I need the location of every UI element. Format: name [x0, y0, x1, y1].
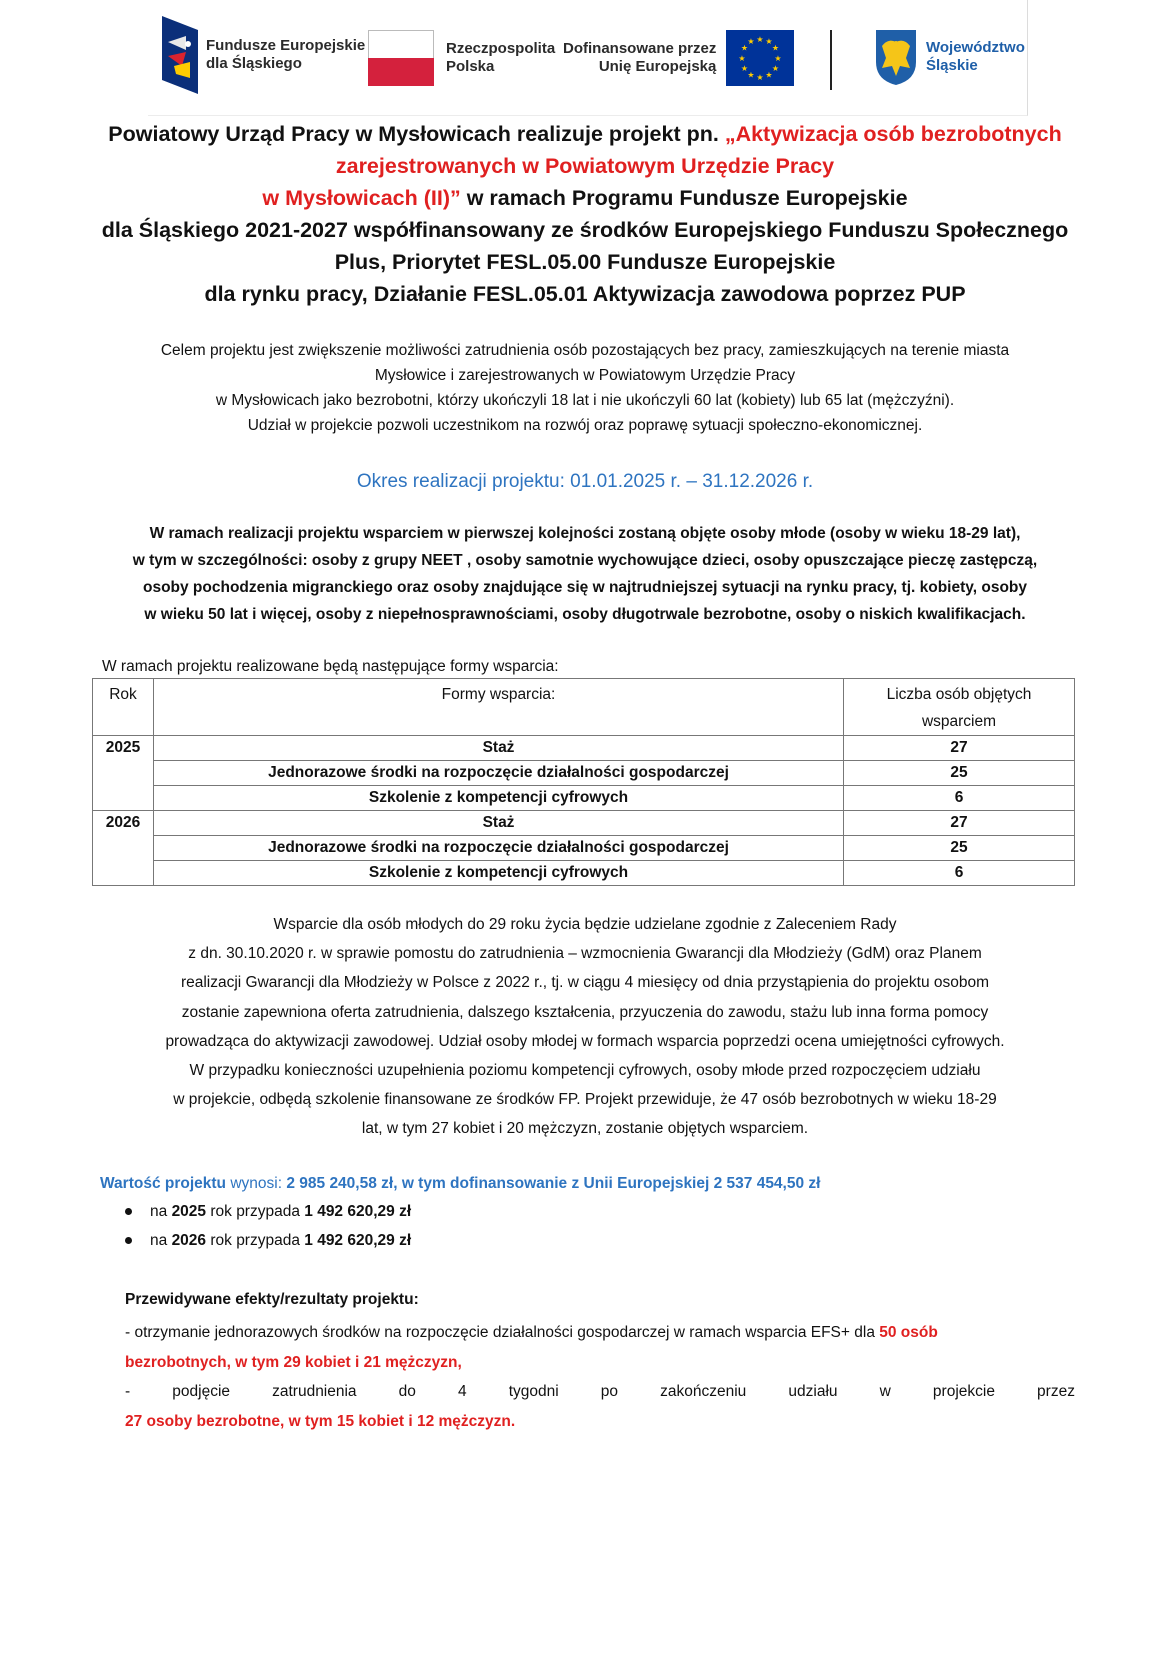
logo-separator — [830, 30, 832, 90]
fe-logo-line2: dla Śląskiego — [206, 55, 302, 72]
youth-line6: W przypadku konieczności uzupełnienia poziomu kompetencji cyfrowych, osoby młode przed rozpoczęciem udziału — [189, 1062, 981, 1080]
svg-text:★: ★ — [772, 64, 780, 73]
table-row — [93, 836, 1075, 861]
svg-text:★: ★ — [765, 70, 773, 80]
form-cell: Jednorazowe środki na rozpoczęcie działalności gospodarczej — [154, 761, 844, 786]
page-title — [95, 118, 1075, 310]
intro-line1: Celem projektu jest zwiększenie możliwości zatrudnienia osób pozostających bez pracy, zamieszkujących na terenie miasta — [160, 342, 1010, 359]
youth-line4: zostanie zapewniona oferta zatrudnienia, dalszego kształcenia, przyuczenia do zawodu, stażu lub inna forma pomocy — [181, 1003, 989, 1021]
count-cell: 6 — [844, 861, 1075, 886]
svg-text:★: ★ — [765, 37, 773, 46]
project-name-part2: w Mysłowicach (II)” — [262, 186, 461, 210]
title-line6: dla rynku pracy, Działanie FESL.05.01 Aktywizacja zawodowa poprzez PUP — [204, 282, 966, 306]
intro-line2: Mysłowice i zarejestrowanych w Powiatowym Urzędzie Pracy — [374, 367, 796, 384]
fe-logo-line1: Fundusze Europejskie — [206, 37, 366, 54]
effect1-text: - otrzymanie jednorazowych środków na rozpoczęcie działalności gospodarczej w ramach wsparcia EFS+ dla — [125, 1324, 880, 1341]
effect-item-2-result — [125, 1407, 1075, 1437]
priority-line3: osoby pochodzenia migranckiego oraz osoby znajdujące się w najtrudniejszej sytuacji na rynku pracy, tj. kobiety, osoby — [142, 579, 1027, 596]
amount-middle: rok przypada — [206, 1203, 305, 1220]
amount-year: 2025 — [171, 1203, 207, 1220]
effect-item-1 — [125, 1318, 1075, 1377]
yearly-amounts-list — [100, 1197, 411, 1255]
title-program: w ramach Programu Fundusze Europejskie — [460, 186, 908, 210]
priority-line4: w wieku 50 lat i więcej, osoby z niepełnosprawnościami, osoby długotrwale bezrobotne, osoby o niskich kwalifikacjach. — [144, 606, 1026, 623]
rp-logo-line1: Rzeczpospolita — [446, 40, 556, 57]
effect-item-2 — [125, 1377, 1075, 1407]
form-cell: Jednorazowe środki na rozpoczęcie działalności gospodarczej — [154, 836, 844, 861]
header-count: Liczba osób objętych wsparciem — [844, 679, 1075, 736]
youth-line5: prowadząca do aktywizacji zawodowej. Udział osoby młodej w formach wsparcia poprzedzi ocena umiejętności cyfrowych. — [165, 1032, 1005, 1050]
svg-text:★: ★ — [741, 43, 749, 53]
form-cell: Staż — [154, 811, 844, 836]
title-line4: dla Śląskiego 2021-2027 współfinansowany ze środków Europejskiego Funduszu Społecznego — [101, 218, 1069, 242]
table-row — [93, 736, 1075, 761]
project-value — [100, 1175, 820, 1193]
svg-text:★: ★ — [772, 43, 780, 53]
effect2-red: 27 osoby bezrobotne, w tym 15 kobiet i 12 mężczyzn. — [125, 1412, 516, 1430]
support-forms-table — [92, 678, 1075, 886]
priority-line1: W ramach realizacji projektu wsparciem w pierwszej kolejności zostaną objęte osoby młode (osoby w wieku 18-29 lat), — [149, 525, 1021, 542]
wojewodztwo-slaskie-logo — [874, 28, 1025, 86]
form-cell: Szkolenie z kompetencji cyfrowych — [154, 786, 844, 811]
eu-flag-icon — [726, 30, 794, 86]
svg-text:★: ★ — [747, 37, 755, 46]
svg-text:★: ★ — [774, 54, 782, 63]
amount-year: 2026 — [171, 1232, 207, 1249]
ue-logo-line1: Dofinansowane przez — [563, 40, 717, 57]
svg-text:★: ★ — [738, 54, 746, 63]
title-intro: Powiatowy Urząd Pracy w Mysłowicach realizuje projekt pn. — [108, 122, 725, 146]
effect2-word: po — [600, 1383, 619, 1400]
effect2-word: zakończeniu — [660, 1383, 747, 1400]
youth-line8: lat, w tym 27 kobiet i 20 mężczyzn, zostanie objętych wsparciem. — [361, 1120, 809, 1138]
count-cell: 6 — [844, 786, 1075, 811]
youth-line3: realizacji Gwarancji dla Młodzieży w Polsce z 2022 r., tj. w ciągu 4 miesięcy od dnia przystąpienia do projektu osobom — [180, 974, 990, 992]
table-row — [93, 861, 1075, 886]
eu-cofinanced-logo — [563, 30, 794, 86]
effect2-word: przez — [1037, 1383, 1075, 1400]
list-item — [150, 1226, 411, 1255]
header-form: Formy wsparcia: — [154, 679, 844, 736]
ue-logo-line2: Unię Europejską — [598, 58, 717, 75]
form-cell: Staż — [154, 736, 844, 761]
effect2-word: zatrudnienia — [272, 1383, 357, 1400]
svg-text:★: ★ — [756, 35, 764, 44]
effect2-word: do — [398, 1383, 416, 1400]
count-cell: 25 — [844, 836, 1075, 861]
fe-emblem-icon — [162, 16, 198, 94]
year-cell: 2025 — [93, 736, 154, 811]
youth-line2: z dn. 30.10.2020 r. w sprawie pomostu do zatrudnienia – wzmocnienia Gwarancji dla Młodzieży (GdM) oraz Planem — [188, 945, 982, 963]
table-row — [93, 761, 1075, 786]
silesia-eagle-icon — [874, 28, 918, 86]
effects-list — [125, 1318, 1075, 1436]
year-cell: 2026 — [93, 811, 154, 886]
rp-logo-line2: Polska — [446, 58, 495, 75]
priority-line2: w tym w szczególności: osoby z grupy NEET , osoby samotnie wychowujące dzieci, osoby opuszczające pieczę zastępczą, — [132, 552, 1038, 569]
amount-prefix: na — [150, 1232, 172, 1249]
ws-logo-line2: Śląskie — [926, 57, 978, 74]
svg-text:★: ★ — [756, 73, 764, 82]
header-year: Rok — [93, 679, 154, 736]
list-item — [150, 1197, 411, 1226]
intro-line3: w Mysłowicach jako bezrobotni, którzy ukończyli 18 lat i nie ukończyli 60 lat (kobiety) lub 65 lat (mężczyźni). — [215, 392, 955, 409]
amount-middle: rok przypada — [206, 1232, 305, 1249]
effect2-word: w — [879, 1383, 891, 1400]
youth-guarantee-paragraph — [90, 910, 1080, 1144]
youth-line7: w projekcie, odbędą szkolenie finansowane ze środków FP. Projekt przewiduje, że 47 osób bezrobotnych w wieku 18-29 — [173, 1091, 997, 1109]
value-amount: 2 985 240,58 zł, w tym dofinansowanie z Unii Europejskiej 2 537 454,50 zł — [286, 1175, 821, 1192]
fundusze-europejskie-logo — [162, 16, 365, 94]
polish-flag-icon — [368, 30, 434, 86]
effect1-red-a: 50 osób — [879, 1324, 938, 1341]
youth-line1: Wsparcie dla osób młodych do 29 roku życia będzie udzielane zgodnie z Zaleceniem Rady — [273, 916, 897, 933]
ws-logo-line1: Województwo — [926, 39, 1025, 56]
form-cell: Szkolenie z kompetencji cyfrowych — [154, 861, 844, 886]
table-header-row — [93, 679, 1075, 736]
count-cell: 27 — [844, 736, 1075, 761]
rzeczpospolita-logo — [368, 30, 555, 86]
amount-prefix: na — [150, 1203, 172, 1220]
priority-groups-paragraph — [90, 520, 1080, 628]
svg-text:★: ★ — [747, 70, 755, 80]
count-cell: 27 — [844, 811, 1075, 836]
effect2-word: projekcie — [932, 1383, 995, 1400]
value-label: Wartość projektu — [100, 1175, 227, 1192]
svg-text:★: ★ — [741, 64, 749, 73]
project-name-part1: „Aktywizacja osób bezrobotnych zarejestrowanych w Powiatowym Urzędzie Pracy — [335, 122, 1062, 178]
title-line5: Plus, Priorytet FESL.05.00 Fundusze Europejskie — [334, 250, 836, 274]
count-cell: 25 — [844, 761, 1075, 786]
table-row — [93, 786, 1075, 811]
effect1-red-b: bezrobotnych, w tym 29 kobiet i 21 mężczyzn, — [125, 1353, 462, 1371]
effect2-word: tygodni — [508, 1383, 559, 1400]
amount-value: 1 492 620,29 zł — [304, 1203, 412, 1220]
table-row — [93, 811, 1075, 836]
intro-line4: Udział w projekcie pozwoli uczestnikom na rozwój oraz poprawę sytuacji społeczno-ekonomicznej. — [247, 417, 923, 434]
effect2-word: 4 — [458, 1383, 467, 1400]
table-caption: W ramach projektu realizowane będą następujące formy wsparcia: — [102, 658, 559, 675]
logo-bar — [148, 0, 1028, 116]
value-connector: wynosi: — [226, 1175, 287, 1192]
effect2-word: udziału — [788, 1383, 838, 1400]
effect2-word: podjęcie — [172, 1383, 231, 1400]
effects-heading: Przewidywane efekty/rezultaty projektu: — [125, 1291, 419, 1308]
amount-value: 1 492 620,29 zł — [304, 1232, 412, 1249]
effect2-word: - — [125, 1383, 131, 1400]
project-goal-paragraph — [90, 338, 1080, 438]
project-period: Okres realizacji projektu: 01.01.2025 r. – 31.12.2026 r. — [356, 471, 814, 492]
